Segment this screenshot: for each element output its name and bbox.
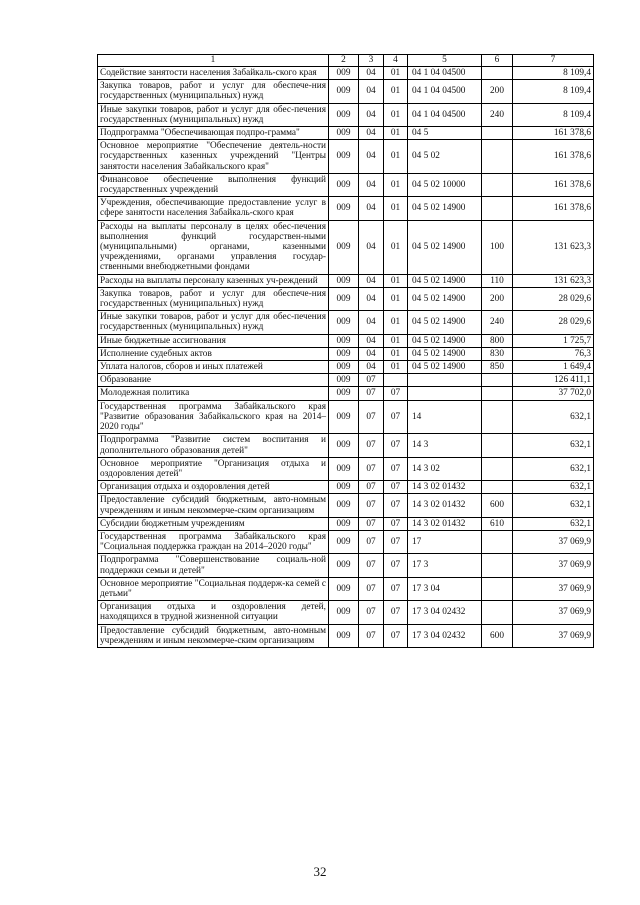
table-row xyxy=(98,274,594,287)
cell-subsection-code: 07 xyxy=(384,457,408,480)
cell-subsection-code: 01 xyxy=(384,361,408,374)
header-cell: 2 xyxy=(329,55,359,67)
cell-subsection-code: 01 xyxy=(384,311,408,334)
cell-subsection-code: 07 xyxy=(384,481,408,494)
cell-ministry-code: 009 xyxy=(329,80,359,103)
cell-ministry-code: 009 xyxy=(329,530,359,553)
cell-amount: 632,1 xyxy=(513,400,594,434)
header-cell: 3 xyxy=(359,55,384,67)
table-row xyxy=(98,577,594,600)
table-body xyxy=(98,55,594,648)
table-row xyxy=(98,387,594,400)
cell-amount: 126 411,1 xyxy=(513,374,594,387)
cell-section-code: 04 xyxy=(359,311,384,334)
table-row xyxy=(98,67,594,80)
cell-subsection-code: 01 xyxy=(384,197,408,220)
header-cell: 5 xyxy=(408,55,482,67)
header-cell: 1 xyxy=(98,55,329,67)
cell-target-article: 17 3 04 xyxy=(408,577,482,600)
cell-expense-type: 240 xyxy=(482,103,513,126)
cell-section-code: 04 xyxy=(359,334,384,347)
cell-ministry-code: 009 xyxy=(329,127,359,140)
cell-target-article: 04 5 02 14900 xyxy=(408,334,482,347)
cell-amount: 37 069,9 xyxy=(513,530,594,553)
table-row xyxy=(98,624,594,647)
cell-subsection-code xyxy=(384,374,408,387)
cell-ministry-code: 009 xyxy=(329,577,359,600)
cell-target-article: 14 xyxy=(408,400,482,434)
cell-expense-type xyxy=(482,530,513,553)
cell-name: Иные закупки товаров, работ и услуг для обес-печения государственных (муниципальных) нужд xyxy=(98,311,329,334)
cell-name: Подпрограмма "Развитие систем воспитания и дополнительного образования детей" xyxy=(98,434,329,457)
table-row xyxy=(98,80,594,103)
cell-subsection-code: 07 xyxy=(384,400,408,434)
cell-name: Уплата налогов, сборов и иных платежей xyxy=(98,361,329,374)
cell-subsection-code: 01 xyxy=(384,334,408,347)
cell-section-code: 07 xyxy=(359,577,384,600)
cell-ministry-code: 009 xyxy=(329,287,359,310)
cell-target-article xyxy=(408,374,482,387)
cell-target-article: 14 3 02 01432 xyxy=(408,481,482,494)
cell-expense-type: 600 xyxy=(482,624,513,647)
cell-expense-type: 200 xyxy=(482,287,513,310)
cell-amount: 131 623,3 xyxy=(513,274,594,287)
table-row xyxy=(98,311,594,334)
table-row xyxy=(98,140,594,174)
cell-name: Финансовое обеспечение выполнения функций государственных учреждений xyxy=(98,173,329,196)
cell-amount: 1 649,4 xyxy=(513,361,594,374)
cell-section-code: 04 xyxy=(359,67,384,80)
cell-amount: 632,1 xyxy=(513,481,594,494)
cell-expense-type: 110 xyxy=(482,274,513,287)
cell-subsection-code: 01 xyxy=(384,67,408,80)
cell-name: Основное мероприятие "Обеспечение деятель-ности государственных казенных учреждений "Центры занятости населения Забайкальского края" xyxy=(98,140,329,174)
cell-amount: 161 378,6 xyxy=(513,127,594,140)
cell-expense-type xyxy=(482,481,513,494)
cell-subsection-code: 07 xyxy=(384,494,408,517)
cell-expense-type: 830 xyxy=(482,347,513,360)
cell-expense-type: 800 xyxy=(482,334,513,347)
cell-amount: 37 069,9 xyxy=(513,624,594,647)
cell-target-article: 04 5 02 14900 xyxy=(408,220,482,274)
cell-amount: 76,3 xyxy=(513,347,594,360)
cell-section-code: 07 xyxy=(359,554,384,577)
budget-table xyxy=(97,54,594,648)
cell-amount: 131 623,3 xyxy=(513,220,594,274)
cell-ministry-code: 009 xyxy=(329,494,359,517)
cell-target-article: 17 3 04 02432 xyxy=(408,624,482,647)
cell-target-article: 14 3 02 01432 xyxy=(408,494,482,517)
cell-name: Подпрограмма "Совершенствование социаль-ной поддержки семьи и детей" xyxy=(98,554,329,577)
cell-expense-type: 850 xyxy=(482,361,513,374)
cell-ministry-code: 009 xyxy=(329,554,359,577)
header-cell: 7 xyxy=(513,55,594,67)
cell-name: Иные закупки товаров, работ и услуг для обес-печения государственных (муниципальных) нужд xyxy=(98,103,329,126)
cell-section-code: 04 xyxy=(359,274,384,287)
cell-amount: 37 069,9 xyxy=(513,554,594,577)
cell-name: Образование xyxy=(98,374,329,387)
cell-expense-type xyxy=(482,387,513,400)
cell-target-article: 17 xyxy=(408,530,482,553)
cell-section-code: 04 xyxy=(359,220,384,274)
cell-ministry-code: 009 xyxy=(329,311,359,334)
cell-expense-type xyxy=(482,601,513,624)
cell-ministry-code: 009 xyxy=(329,481,359,494)
cell-amount: 161 378,6 xyxy=(513,197,594,220)
cell-target-article: 04 5 02 xyxy=(408,140,482,174)
cell-amount: 1 725,7 xyxy=(513,334,594,347)
cell-amount: 37 069,9 xyxy=(513,601,594,624)
cell-section-code: 07 xyxy=(359,517,384,530)
cell-subsection-code: 01 xyxy=(384,347,408,360)
cell-name: Содействие занятости населения Забайкаль-ского края xyxy=(98,67,329,80)
cell-expense-type xyxy=(482,127,513,140)
cell-section-code: 07 xyxy=(359,601,384,624)
table-row xyxy=(98,173,594,196)
cell-ministry-code: 009 xyxy=(329,434,359,457)
cell-expense-type xyxy=(482,197,513,220)
cell-expense-type xyxy=(482,140,513,174)
cell-ministry-code: 009 xyxy=(329,457,359,480)
cell-subsection-code: 01 xyxy=(384,80,408,103)
cell-amount: 37 069,9 xyxy=(513,577,594,600)
cell-target-article: 14 3 xyxy=(408,434,482,457)
cell-name: Организация отдыха и оздоровления детей, находящихся в трудной жизненной ситуации xyxy=(98,601,329,624)
table-row xyxy=(98,434,594,457)
cell-section-code: 07 xyxy=(359,374,384,387)
cell-expense-type: 200 xyxy=(482,80,513,103)
cell-section-code: 07 xyxy=(359,434,384,457)
table-row xyxy=(98,457,594,480)
cell-name: Государственная программа Забайкальского края "Социальная поддержка граждан на 2014–2020 годы" xyxy=(98,530,329,553)
cell-section-code: 04 xyxy=(359,287,384,310)
cell-ministry-code: 009 xyxy=(329,173,359,196)
table-row xyxy=(98,127,594,140)
table-row xyxy=(98,361,594,374)
cell-ministry-code: 009 xyxy=(329,103,359,126)
cell-name: Молодежная политика xyxy=(98,387,329,400)
header-cell: 4 xyxy=(384,55,408,67)
cell-name: Подпрограмма "Обеспечивающая подпро-грамма" xyxy=(98,127,329,140)
cell-subsection-code: 01 xyxy=(384,140,408,174)
table-row xyxy=(98,554,594,577)
cell-subsection-code: 07 xyxy=(384,601,408,624)
cell-name: Предоставление субсидий бюджетным, авто-номным учреждениям и иным некоммерче-ским организациям xyxy=(98,624,329,647)
cell-amount: 161 378,6 xyxy=(513,173,594,196)
cell-name: Закупка товаров, работ и услуг для обеспече-ния государственных (муниципальных) нужд xyxy=(98,287,329,310)
cell-ministry-code: 009 xyxy=(329,334,359,347)
table-row xyxy=(98,287,594,310)
cell-target-article: 14 3 02 01432 xyxy=(408,517,482,530)
cell-expense-type xyxy=(482,67,513,80)
table-row xyxy=(98,530,594,553)
cell-ministry-code: 009 xyxy=(329,361,359,374)
cell-ministry-code: 009 xyxy=(329,197,359,220)
cell-section-code: 04 xyxy=(359,347,384,360)
cell-section-code: 04 xyxy=(359,197,384,220)
table-row xyxy=(98,347,594,360)
table-row xyxy=(98,481,594,494)
table-row xyxy=(98,334,594,347)
cell-subsection-code: 01 xyxy=(384,103,408,126)
cell-subsection-code: 01 xyxy=(384,220,408,274)
cell-section-code: 07 xyxy=(359,494,384,517)
cell-name: Иные бюджетные ассигнования xyxy=(98,334,329,347)
cell-target-article: 14 3 02 xyxy=(408,457,482,480)
cell-subsection-code: 07 xyxy=(384,517,408,530)
cell-name: Расходы на выплаты персоналу казенных уч-реждений xyxy=(98,274,329,287)
cell-expense-type: 240 xyxy=(482,311,513,334)
cell-target-article: 04 1 04 04500 xyxy=(408,103,482,126)
cell-target-article: 04 5 02 14900 xyxy=(408,274,482,287)
cell-name: Предоставление субсидий бюджетным, авто-номным учреждениям и иным некоммерче-ским организациям xyxy=(98,494,329,517)
cell-name: Закупка товаров, работ и услуг для обеспече-ния государственных (муниципальных) нужд xyxy=(98,80,329,103)
cell-name: Организация отдыха и оздоровления детей xyxy=(98,481,329,494)
cell-section-code: 07 xyxy=(359,457,384,480)
cell-section-code: 07 xyxy=(359,624,384,647)
cell-section-code: 04 xyxy=(359,103,384,126)
table-row xyxy=(98,197,594,220)
cell-target-article: 04 5 02 14900 xyxy=(408,347,482,360)
cell-target-article: 04 5 02 10000 xyxy=(408,173,482,196)
cell-subsection-code: 07 xyxy=(384,554,408,577)
cell-expense-type xyxy=(482,173,513,196)
cell-name: Исполнение судебных актов xyxy=(98,347,329,360)
cell-amount: 632,1 xyxy=(513,494,594,517)
cell-section-code: 07 xyxy=(359,530,384,553)
cell-amount: 8 109,4 xyxy=(513,67,594,80)
cell-subsection-code: 01 xyxy=(384,173,408,196)
cell-expense-type xyxy=(482,374,513,387)
cell-amount: 8 109,4 xyxy=(513,103,594,126)
cell-target-article: 04 5 02 14900 xyxy=(408,311,482,334)
cell-name: Основное мероприятие "Организация отдыха и оздоровления детей" xyxy=(98,457,329,480)
cell-target-article: 04 5 02 14900 xyxy=(408,197,482,220)
cell-section-code: 07 xyxy=(359,481,384,494)
cell-amount: 632,1 xyxy=(513,457,594,480)
cell-amount: 28 029,6 xyxy=(513,311,594,334)
table-row xyxy=(98,220,594,274)
cell-expense-type xyxy=(482,434,513,457)
cell-target-article: 04 5 02 14900 xyxy=(408,287,482,310)
cell-amount: 632,1 xyxy=(513,434,594,457)
cell-expense-type xyxy=(482,400,513,434)
cell-amount: 37 702,0 xyxy=(513,387,594,400)
cell-subsection-code: 01 xyxy=(384,127,408,140)
cell-subsection-code: 07 xyxy=(384,387,408,400)
cell-ministry-code: 009 xyxy=(329,374,359,387)
cell-section-code: 04 xyxy=(359,80,384,103)
cell-target-article: 04 1 04 04500 xyxy=(408,80,482,103)
cell-section-code: 04 xyxy=(359,361,384,374)
table-row xyxy=(98,374,594,387)
cell-ministry-code: 009 xyxy=(329,400,359,434)
cell-subsection-code: 07 xyxy=(384,624,408,647)
cell-ministry-code: 009 xyxy=(329,624,359,647)
cell-target-article: 17 3 04 02432 xyxy=(408,601,482,624)
cell-expense-type: 100 xyxy=(482,220,513,274)
cell-ministry-code: 009 xyxy=(329,601,359,624)
cell-expense-type: 610 xyxy=(482,517,513,530)
cell-ministry-code: 009 xyxy=(329,387,359,400)
cell-ministry-code: 009 xyxy=(329,517,359,530)
cell-section-code: 04 xyxy=(359,127,384,140)
cell-name: Расходы на выплаты персоналу в целях обес-печения выполнения функций государствен-ными (муниципальными) органами, казенными учреждениями, органами управления государ-ственными внебюджетными фондами xyxy=(98,220,329,274)
cell-name: Государственная программа Забайкальского края "Развитие образования Забайкальского края на 2014–2020 годы" xyxy=(98,400,329,434)
cell-subsection-code: 07 xyxy=(384,577,408,600)
cell-target-article xyxy=(408,387,482,400)
cell-section-code: 07 xyxy=(359,387,384,400)
cell-ministry-code: 009 xyxy=(329,220,359,274)
table-header-row xyxy=(98,55,594,67)
cell-section-code: 07 xyxy=(359,400,384,434)
cell-amount: 161 378,6 xyxy=(513,140,594,174)
cell-expense-type xyxy=(482,554,513,577)
cell-target-article: 04 5 02 14900 xyxy=(408,361,482,374)
cell-amount: 8 109,4 xyxy=(513,80,594,103)
page-number: 32 xyxy=(313,864,327,879)
cell-name: Учреждения, обеспечивающие предоставление услуг в сфере занятости населения Забайкаль-ского края xyxy=(98,197,329,220)
cell-section-code: 04 xyxy=(359,140,384,174)
cell-section-code: 04 xyxy=(359,173,384,196)
cell-target-article: 17 3 xyxy=(408,554,482,577)
cell-expense-type xyxy=(482,577,513,600)
cell-expense-type xyxy=(482,457,513,480)
cell-subsection-code: 07 xyxy=(384,530,408,553)
cell-ministry-code: 009 xyxy=(329,347,359,360)
cell-expense-type: 600 xyxy=(482,494,513,517)
cell-amount: 632,1 xyxy=(513,517,594,530)
table-row xyxy=(98,103,594,126)
cell-subsection-code: 01 xyxy=(384,274,408,287)
cell-subsection-code: 07 xyxy=(384,434,408,457)
cell-amount: 28 029,6 xyxy=(513,287,594,310)
table-row xyxy=(98,601,594,624)
cell-target-article: 04 1 04 04500 xyxy=(408,67,482,80)
cell-ministry-code: 009 xyxy=(329,67,359,80)
table-row xyxy=(98,494,594,517)
cell-ministry-code: 009 xyxy=(329,274,359,287)
cell-name: Субсидии бюджетным учреждениям xyxy=(98,517,329,530)
cell-name: Основное мероприятие "Социальная поддерж-ка семей с детьми" xyxy=(98,577,329,600)
cell-subsection-code: 01 xyxy=(384,287,408,310)
table-row xyxy=(98,400,594,434)
header-cell: 6 xyxy=(482,55,513,67)
cell-target-article: 04 5 xyxy=(408,127,482,140)
table-row xyxy=(98,517,594,530)
cell-ministry-code: 009 xyxy=(329,140,359,174)
